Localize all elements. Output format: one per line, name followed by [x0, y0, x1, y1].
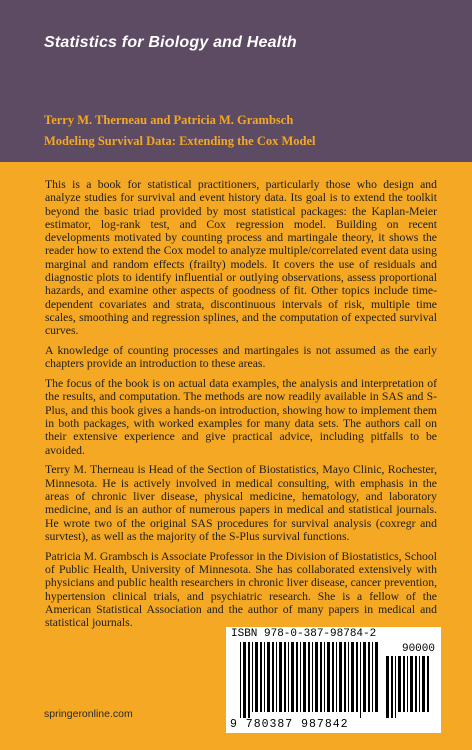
barcode-addon-number: 90000 — [401, 643, 435, 655]
website-link[interactable]: springeronline.com — [44, 708, 133, 720]
paragraph-author-grambsch: Patricia M. Grambsch is Associate Professor in the Division of Biostatistics, School of Public Health, University of Minnesota. She has collaborated extensively with physicians and public health researchers in chronic liver disease, cancer prevention, hypertension clinical trials, and psychiatric research. She is a fellow of the American Statistical Association and the author of many papers in medical and statistical journals. — [45, 549, 437, 630]
barcode-panel — [226, 627, 441, 733]
barcode-number: 9 780387 987842 — [230, 718, 349, 731]
book-title: Modeling Survival Data: Extending the Cox Model — [44, 134, 316, 148]
authors-line: Terry M. Therneau and Patricia M. Grambsch — [44, 113, 294, 127]
series-title: Statistics for Biology and Health — [44, 34, 297, 51]
isbn-label: ISBN 978-0-387-98784-2 — [231, 628, 377, 640]
barcode-main-icon — [240, 642, 380, 718]
header-band — [0, 0, 472, 162]
back-cover-text — [45, 178, 437, 636]
paragraph-prerequisites: A knowledge of counting processes and martingales is not assumed as the early chapters provide an introduction to these areas. — [45, 344, 437, 371]
barcode-addon-icon — [386, 656, 432, 718]
paragraph-author-therneau: Terry M. Therneau is Head of the Section of Biostatistics, Mayo Clinic, Rochester, Minnesota. He is actively involved in medical consulting, with emphasis in the areas of chronic liver disease, physical medicine, hematology, and laboratory medicine, and is an author of numerous papers in medical and statistical journals. He wrote two of the original SAS procedures for survival analysis (coxregr and survtest), as well as the majority of the S-Plus survival functions. — [45, 463, 437, 543]
paragraph-focus: The focus of the book is on actual data examples, the analysis and interpretation of the results, and computation. The methods are now readily available in SAS and S-Plus, and this book gives a hands-on introduction, showing how to implement them in both packages, with worked examples for many data sets. The authors call on their extensive experience and give practical advice, including pitfalls to be avoided. — [45, 377, 437, 457]
paragraph-description: This is a book for statistical practitioners, particularly those who design and analyze studies for survival and event history data. Its goal is to extend the toolkit beyond the basic triad provided by most statistical packages: the Kaplan-Meier estimator, log-rank test, and Cox regression model. Building on recent developments motivated by counting process and martingale theory, it shows the reader how to extend the Cox model to analyze multiple/correlated event data using marginal and random effects (frailty) models. It covers the use of residuals and diagnostic plots to identify influential or outlying observations, assess proportional hazards, and examine other aspects of goodness of fit. Other topics include time-dependent covariates and strata, discontinuous intervals of risk, multiple time scales, smoothing and regression splines, and the computation of expected survival curves. — [45, 178, 437, 338]
